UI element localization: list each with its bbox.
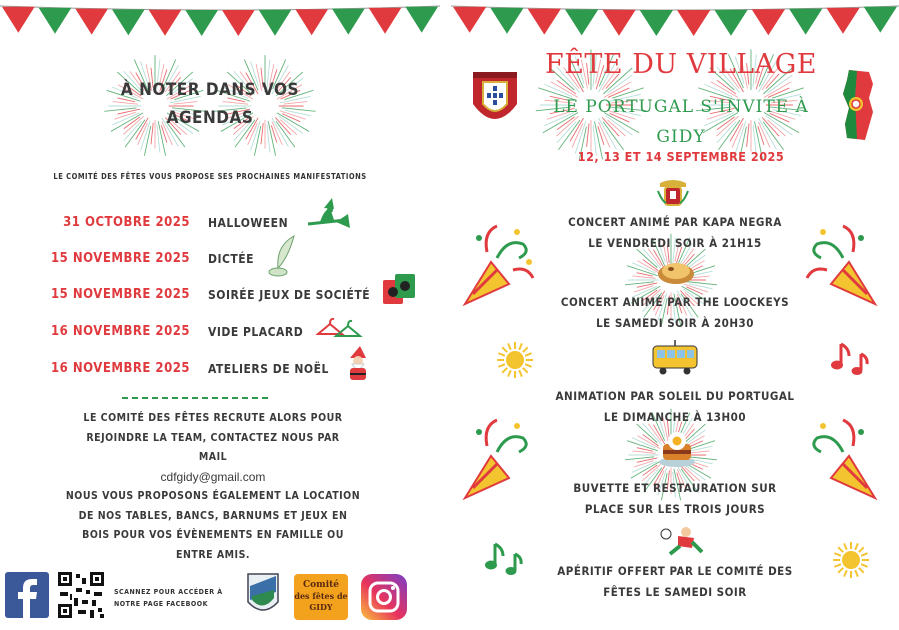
- bunting-flag: [826, 8, 859, 34]
- instagram-icon[interactable]: [361, 574, 407, 620]
- page-divider: [440, 0, 451, 630]
- party-popper-icon: [457, 412, 537, 502]
- football-player-icon: [656, 524, 704, 560]
- santa-icon: [344, 346, 372, 384]
- recruit-line: LE COMITÉ DES FÊTES RECRUTE ALORS POUR: [83, 412, 343, 424]
- logo-text: Comité: [303, 580, 339, 590]
- sun-icon: [831, 540, 871, 580]
- bunting-flag: [677, 10, 710, 36]
- bunting-flag: [405, 7, 438, 33]
- event-date: 15 NOVEMBRE 2025: [51, 251, 190, 266]
- bunting-flag: [149, 10, 182, 36]
- logo-text: GIDY: [309, 602, 333, 612]
- event-date: 16 NOVEMBRE 2025: [51, 324, 190, 339]
- event-name: VIDE PLACARD: [208, 325, 304, 339]
- program-line: CONCERT ANIMÉ PAR THE LOOCKEYS: [560, 295, 790, 309]
- bunting-flag: [565, 9, 598, 35]
- scan-instructions: [114, 586, 234, 610]
- program-item: [535, 478, 815, 520]
- email-link[interactable]: cdfgidy@gmail.com: [160, 469, 266, 484]
- pastel-de-nata-icon: [656, 258, 696, 286]
- bunting-flag: [2, 7, 35, 33]
- right-flyer: [451, 0, 899, 630]
- rent-line: DE NOS TABLES, BANCS, BARNUMS ET JEUX EN: [78, 509, 348, 522]
- party-popper-icon: [457, 218, 537, 308]
- fete-subtitle: [541, 92, 821, 152]
- bunting-flag: [259, 10, 292, 36]
- bunting-flag: [185, 10, 218, 36]
- party-popper-icon: [803, 412, 883, 502]
- program-line: ANIMATION PAR SOLEIL DU PORTUGAL: [555, 389, 795, 403]
- comite-des-fetes-logo: [294, 574, 348, 620]
- bunting-flag: [789, 9, 822, 35]
- sun-icon: [495, 340, 535, 380]
- bunting-flag: [222, 10, 255, 36]
- rent-line: NOUS VOUS PROPOSONS ÉGALEMENT LA LOCATION: [65, 490, 361, 502]
- program-line: CONCERT ANIMÉ PAR KAPA NEGRA: [568, 215, 782, 229]
- subtitle-line: GIDY: [656, 127, 706, 147]
- party-popper-icon: [803, 218, 883, 308]
- quill-icon: [266, 234, 300, 278]
- agenda-intro: LE COMITÉ DES FÊTES VOUS PROPOSE SES PROCHAINES MANIFESTATIONS: [53, 172, 367, 181]
- event-date: 31 OCTOBRE 2025: [63, 215, 190, 230]
- dashed-divider: [122, 397, 268, 399]
- bunting-flag: [453, 7, 486, 33]
- board-games-icon: [381, 272, 417, 306]
- bunting-flag: [528, 9, 561, 35]
- fete-title: FÊTE DU VILLAGE: [544, 49, 818, 80]
- bunting-flag: [864, 7, 897, 33]
- recruit-line: MAIL: [198, 451, 228, 463]
- francesinha-sandwich-icon: [657, 428, 697, 468]
- event-name: SOIRÉE JEUX DE SOCIÉTÉ: [208, 288, 371, 302]
- logo-text: des fêtes de: [294, 591, 348, 601]
- gidy-crest-logo: [246, 572, 280, 620]
- bunting-flag: [369, 8, 402, 34]
- bunting-flag: [75, 9, 108, 35]
- event-date: 16 NOVEMBRE 2025: [51, 361, 190, 376]
- scan-line: SCANNEZ POUR ACCÉDER À: [114, 588, 223, 596]
- rent-line: BOIS POUR VOS ÉVÈNEMENTS EN FAMILLE OU: [82, 529, 344, 541]
- bunting-flag: [714, 10, 747, 36]
- bunting-flag: [295, 9, 328, 35]
- program-item: [535, 561, 815, 603]
- qr-code-icon[interactable]: [56, 570, 106, 620]
- program-line: PLACE SUR LES TROIS JOURS: [584, 502, 766, 516]
- recruit-text: [58, 409, 368, 565]
- program-line: LE DIMANCHE À 13H00: [603, 410, 747, 424]
- music-notes-icon: [481, 538, 527, 578]
- left-flyer: [0, 0, 440, 630]
- program-item: [535, 386, 815, 428]
- bunting-flag: [490, 8, 523, 34]
- portugal-federation-crest: [469, 68, 521, 132]
- bunting-flag: [752, 9, 785, 35]
- bunting-garland: [451, 0, 899, 44]
- program-line: LE VENDREDI SOIR À 21H15: [588, 236, 762, 250]
- scan-line: NOTRE PAGE FACEBOOK: [114, 600, 208, 608]
- tram-icon: [649, 340, 701, 376]
- bunting-flag: [112, 9, 145, 35]
- bunting-flag: [640, 10, 673, 36]
- program-line: APÉRITIF OFFERT PAR LE COMITÉ DES: [557, 564, 793, 578]
- bunting-flag: [332, 9, 365, 35]
- program-line: FÊTES LE SAMEDI SOIR: [603, 585, 747, 599]
- event-name: DICTÉE: [208, 252, 255, 266]
- program-item: [535, 292, 815, 334]
- bunting-garland: [0, 0, 440, 44]
- subtitle-line: LE PORTUGAL S'INVITE À: [553, 97, 809, 117]
- coat-of-arms-icon: [656, 177, 690, 207]
- facebook-icon[interactable]: [5, 572, 49, 618]
- program-item: [535, 212, 815, 254]
- rent-line: ENTRE AMIS.: [176, 548, 250, 561]
- event-date: 15 NOVEMBRE 2025: [51, 287, 190, 302]
- music-notes-icon: [827, 338, 873, 378]
- bunting-flag: [602, 10, 635, 36]
- program-line: BUVETTE ET RESTAURATION SUR: [573, 481, 777, 495]
- bunting-flag: [39, 8, 72, 34]
- witch-icon: [306, 198, 350, 232]
- agenda-title: À NOTER DANS VOS AGENDAS: [120, 80, 300, 128]
- program-line: LE SAMEDI SOIR À 20H30: [596, 316, 754, 330]
- portugal-map-flag: [839, 68, 879, 142]
- hangers-icon: [314, 316, 364, 340]
- recruit-line: REJOINDRE LA TEAM, CONTACTEZ NOUS PAR: [86, 431, 340, 444]
- event-name: HALLOWEEN: [208, 216, 289, 230]
- fete-dates: 12, 13 ET 14 SEPTEMBRE 2025: [577, 149, 785, 164]
- event-name: ATELIERS DE NOËL: [208, 362, 329, 376]
